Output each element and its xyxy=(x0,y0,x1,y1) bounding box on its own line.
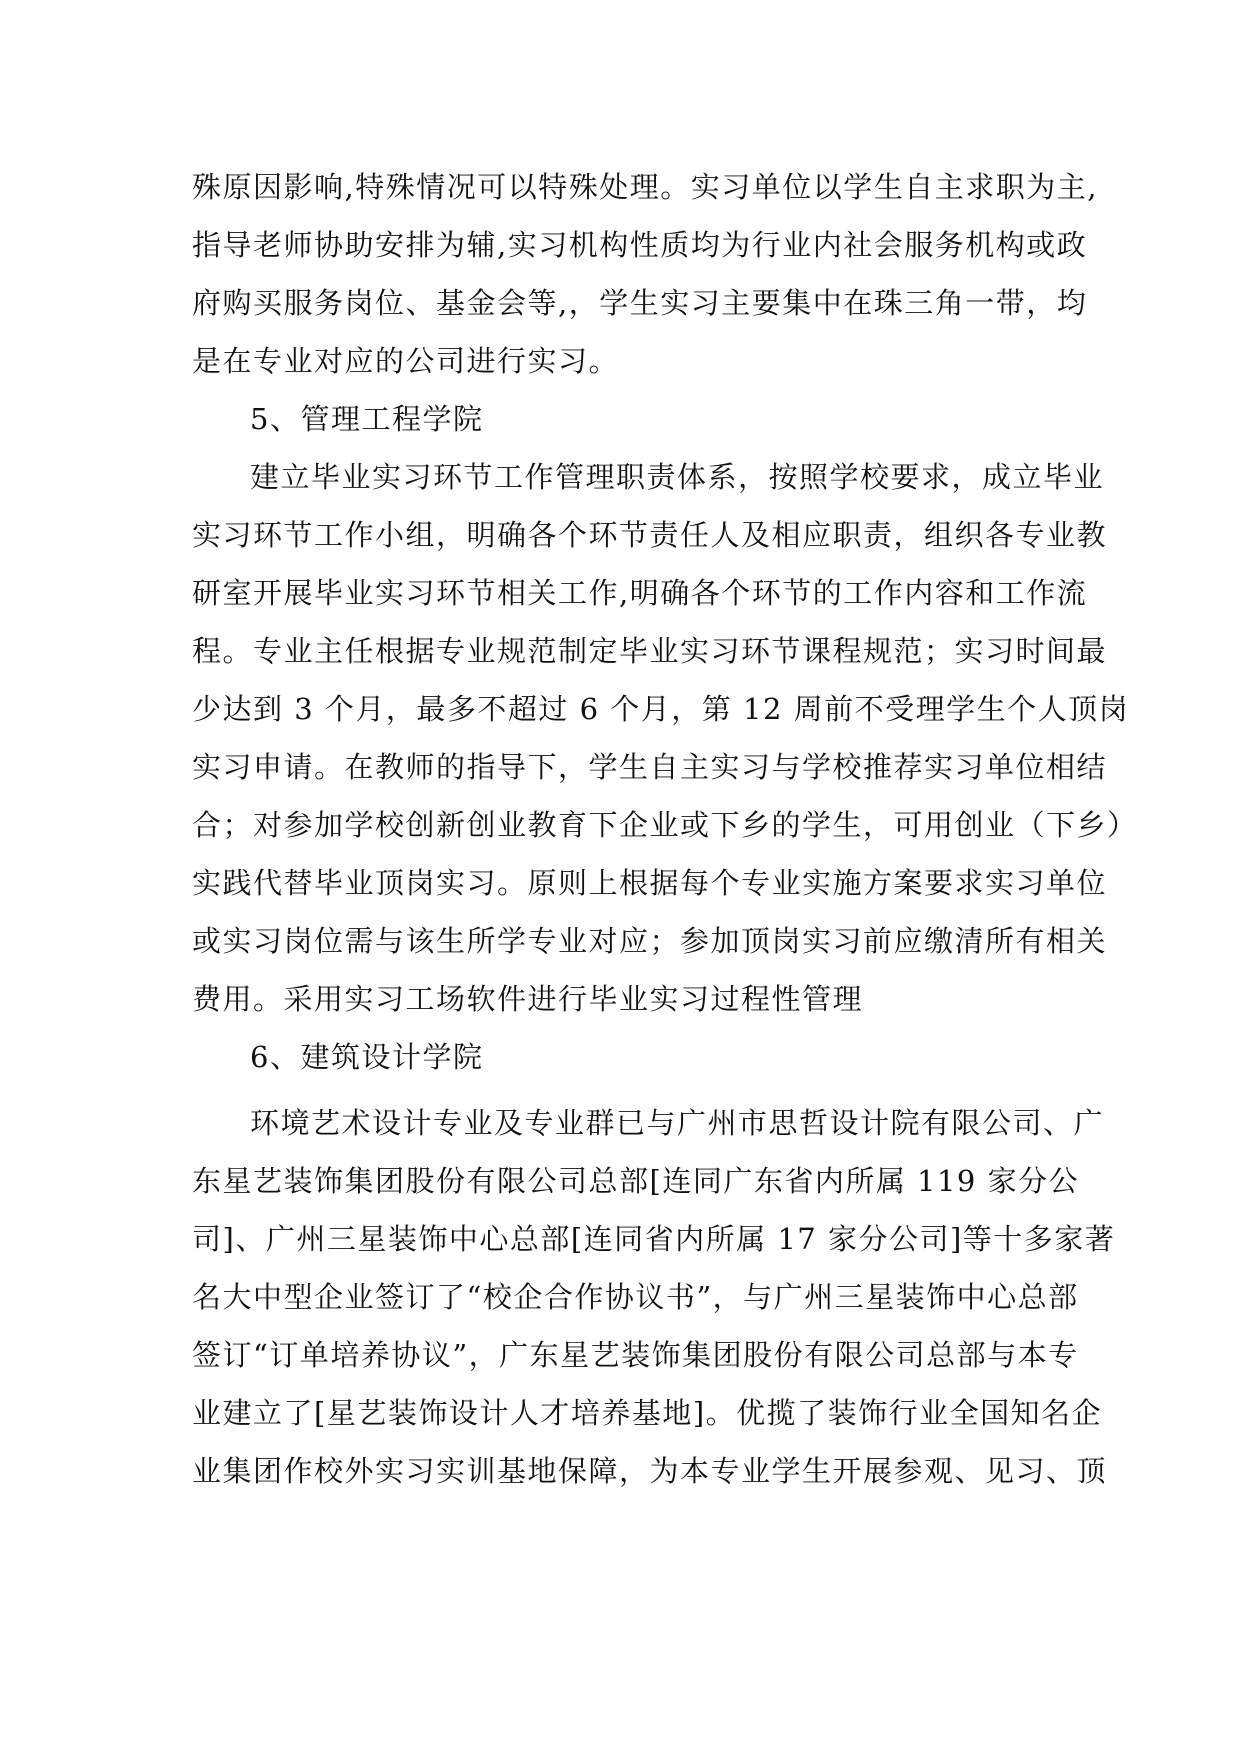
text-line: 研室开展毕业实习环节相关工作,明确各个环节的工作内容和工作流 xyxy=(192,576,1088,610)
text-line: 业集团作校外实习实训基地保障，为本专业学生开展参观、见习、顶 xyxy=(192,1454,1108,1488)
paragraph-management-engineering xyxy=(192,448,1138,1028)
text-line: 名大中型企业签订了“校企合作协议书”，与广州三星装饰中心总部 xyxy=(192,1280,1079,1314)
text-line: 费用。采用实习工场软件进行毕业实习过程性管理 xyxy=(192,982,864,1016)
text-line: 实习申请。在教师的指导下，学生自主实习与学校推荐实习单位相结 xyxy=(192,750,1108,784)
text-line: 殊原因影响,特殊情况可以特殊处理。实习单位以学生自主求职为主, xyxy=(192,170,1098,204)
section-heading-architectural-design: 6、建筑设计学院 xyxy=(250,1040,484,1074)
text-line: 实习环节工作小组，明确各个环节责任人及相应职责，组织各专业教 xyxy=(192,518,1108,552)
text-line: 或实习岗位需与该生所学专业对应；参加顶岗实习前应缴清所有相关 xyxy=(192,924,1108,958)
text-line: 东星艺装饰集团股份有限公司总部[连同广东省内所属 119 家分公 xyxy=(192,1164,1080,1198)
text-line: 是在专业对应的公司进行实习。 xyxy=(192,344,620,378)
section-heading-management-engineering: 5、管理工程学院 xyxy=(250,402,484,436)
paragraph-internship-units xyxy=(192,158,1098,390)
text-line: 指导老师协助安排为辅,实习机构性质均为行业内社会服务机构或政 xyxy=(192,228,1088,262)
text-line: 合；对参加学校创新创业教育下企业或下乡的学生，可用创业（下乡） xyxy=(192,808,1138,842)
paragraph-spacer xyxy=(192,1086,1052,1094)
text-line: 府购买服务岗位、基金会等,，学生实习主要集中在珠三角一带，均 xyxy=(192,286,1088,320)
text-line: 实践代替毕业顶岗实习。原则上根据每个专业实施方案要求实习单位 xyxy=(192,866,1108,900)
paragraph-architectural-design xyxy=(192,1094,1116,1500)
text-line: 程。专业主任根据专业规范制定毕业实习环节课程规范；实习时间最 xyxy=(192,634,1108,668)
text-line: 签订“订单培养协议”，广东星艺装饰集团股份有限公司总部与本专 xyxy=(192,1338,1079,1372)
document-body xyxy=(192,158,1138,1500)
text-line: 少达到 3 个月，最多不超过 6 个月，第 12 周前不受理学生个人顶岗 xyxy=(192,692,1130,726)
text-line: 司]、广州三星装饰中心总部[连同省内所属 17 家分公司]等十多家著 xyxy=(192,1222,1116,1256)
text-line: 业建立了[星艺装饰设计人才培养基地]。优揽了装饰行业全国知名企 xyxy=(192,1396,1103,1430)
text-line: 建立毕业实习环节工作管理职责体系，按照学校要求，成立毕业 xyxy=(250,460,1105,494)
text-line: 环境艺术设计专业及专业群已与广州市思哲设计院有限公司、广 xyxy=(250,1106,1105,1140)
